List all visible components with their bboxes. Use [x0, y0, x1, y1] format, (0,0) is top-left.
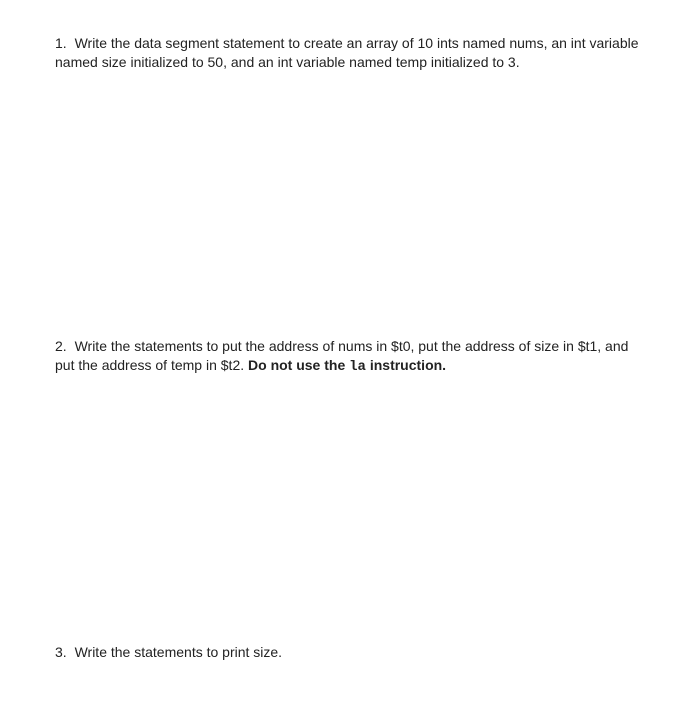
- question-3: [55, 643, 645, 662]
- question-2-warning-prefix: Do not use the: [248, 357, 346, 373]
- question-2: [55, 337, 645, 377]
- question-1-text: Write the data segment statement to create an array of 10 ints named nums, an int variable named size initialized to 50, and an int variable named temp initialized to 3.: [55, 35, 639, 70]
- question-2-text: Write the statements to put the address of nums in $t0, put the address of size in $t1, and put the address of temp in $t2.: [55, 338, 629, 373]
- question-2-warning-suffix: instruction.: [369, 357, 447, 373]
- question-1: [55, 34, 645, 72]
- question-2-code-la: la: [349, 359, 366, 375]
- question-2-number: 2.: [55, 338, 67, 354]
- question-3-number: 3.: [55, 644, 67, 660]
- question-3-text: Write the statements to print size.: [74, 644, 283, 660]
- question-1-number: 1.: [55, 35, 67, 51]
